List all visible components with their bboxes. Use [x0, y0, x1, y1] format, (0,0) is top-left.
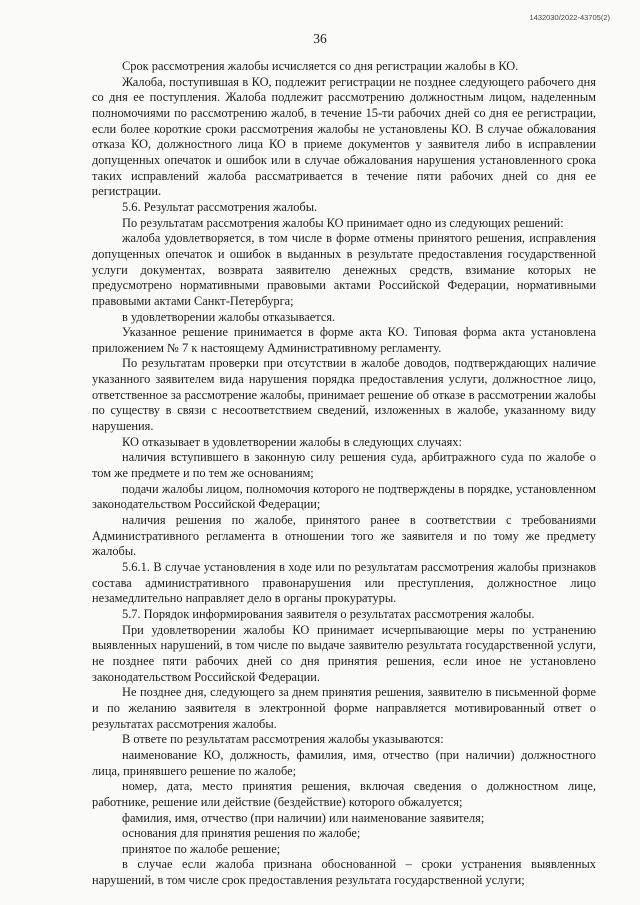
- paragraph: При удовлетворении жалобы КО принимает исчерпывающие меры по устранению выявленных нарушений, в том числе по выдаче заявителю результата государственной услуги, не позднее пяти рабочих дней со дня принятия решения, если иное не установлено законодательством Российской Федерации.: [92, 622, 596, 684]
- paragraph: в удовлетворении жалобы отказывается.: [122, 309, 336, 324]
- paragraph: наименование КО, должность, фамилия, имя, отчество (при наличии) должностного лица, принявшего решение по жалобе;: [92, 747, 596, 778]
- paragraph: основания для принятия решения по жалобе;: [122, 826, 361, 841]
- paragraph: Не позднее дня, следующего за днем принятия решения, заявителю в письменной форме и по желанию заявителя в электронной форме направляется мотивированный ответ о результатах рассмотрения жалобы.: [92, 685, 596, 731]
- paragraph: подачи жалобы лицом, полномочия которого не подтверждены в порядке, установленном законодательством Российской Федерации;: [92, 481, 596, 512]
- body-text: [92, 59, 596, 889]
- paragraph: Указанное решение принимается в форме акта КО. Типовая форма акта установлена приложением № 7 к настоящему Административному регламенту.: [92, 325, 596, 355]
- paragraph: жалоба удовлетворяется, в том числе в форме отмены принятого решения, исправления допущенных опечаток и ошибок в выданных в результате предоставления государственной услуги документах, возврата заявителю денежных средств, взимание которых не предусмотрено нормативными правовыми актами Российской Федерации, нормативными правовыми актами Санкт-Петербурга;: [92, 231, 596, 308]
- document-id: 1432030/2022-43705(2): [529, 13, 610, 22]
- paragraph: 5.7. Порядок информирования заявителя о результатах рассмотрения жалобы.: [122, 606, 535, 621]
- paragraph: фамилия, имя, отчество (при наличии) или наименование заявителя;: [122, 810, 485, 825]
- paragraph: принятое по жалобе решение;: [122, 841, 281, 856]
- paragraph: в случае если жалоба признана обоснованной – сроки устранения выявленных нарушений, в том числе срок предоставления результата государственной услуги;: [92, 857, 596, 888]
- page-number: 36: [313, 31, 327, 46]
- paragraph: В ответе по результатам рассмотрения жалобы указываются:: [122, 732, 444, 747]
- paragraph: Срок рассмотрения жалобы исчисляется со дня регистрации жалобы в КО.: [122, 59, 519, 73]
- paragraph: номер, дата, место принятия решения, включая сведения о должностном лице, работнике, решение или действие (бездействие) которого обжалуется;: [92, 779, 596, 809]
- paragraph: 5.6.1. В случае установления в ходе или по результатам рассмотрения жалобы признаков состава административного правонарушения или преступления, должностное лицо незамедлительно направляет дело в органы прокуратуры.: [92, 560, 596, 606]
- paragraph: Жалоба, поступившая в КО, подлежит регистрации не позднее следующего рабочего дня со дня ее поступления. Жалоба подлежит рассмотрению должностным лицом, наделенным полномочиями по рассмотрению жалоб, в течение 15-ти рабочих дней со дня ее регистрации, если более короткие сроки рассмотрения жалобы не установлены КО. В случае обжалования отказа КО, должностного лица КО в приеме документов у заявителя либо в исправлении допущенных опечаток и ошибок или в случае обжалования нарушения установленного срока таких исправлений жалоба рассматривается в течение пяти рабочих дней со дня ее регистрации.: [92, 74, 596, 199]
- paragraph: наличия вступившего в законную силу решения суда, арбитражного суда по жалобе о том же предмете и по тем же основаниям;: [92, 450, 596, 481]
- paragraph: 5.6. Результат рассмотрения жалобы.: [122, 199, 318, 214]
- paragraph: КО отказывает в удовлетворении жалобы в следующих случаях:: [122, 434, 462, 449]
- paragraph: По результатам рассмотрения жалобы КО принимает одно из следующих решений:: [122, 215, 564, 230]
- paragraph: По результатам проверки при отсутствии в жалобе доводов, подтверждающих наличие указанного заявителем вида нарушения порядка предоставления услуги, должностное лицо, ответственное за рассмотрение жалобы, принимает решение об отказе в рассмотрении жалобы по существу в связи с несоответствием сведений, изложенных в жалобе, указанному виду нарушения.: [92, 356, 596, 434]
- paragraph: наличия решения по жалобе, принятого ранее в соответствии с требованиями Административного регламента в отношении того же заявителя и по тому же предмету жалобы.: [92, 513, 596, 559]
